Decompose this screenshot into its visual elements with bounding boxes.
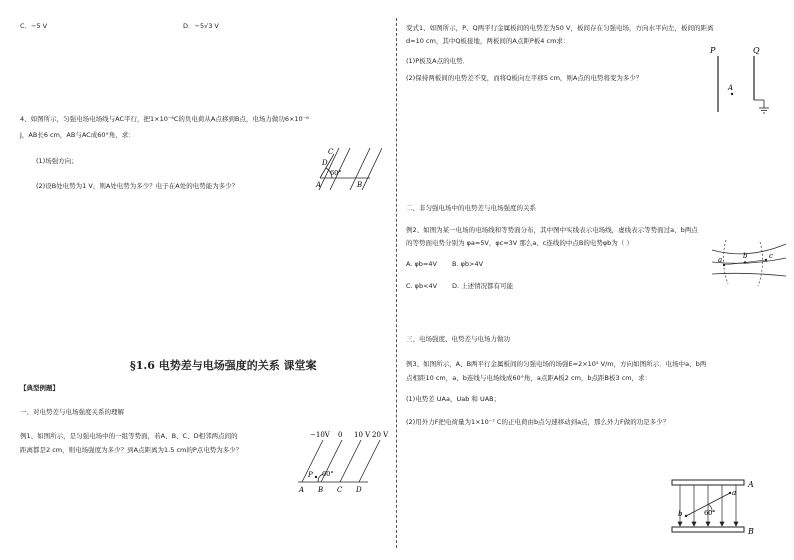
ex2-option-d: D. 上述情况都有可能: [452, 282, 514, 290]
ex3-point-a: [729, 492, 731, 494]
section3-heading: 三、电场强度、电势差与电场力做功: [406, 335, 510, 343]
ex1-label-p: P: [308, 471, 313, 479]
ex1-figure: [296, 426, 390, 496]
ex3-label-plate-b: B: [748, 527, 754, 536]
arrow-down-icon: [734, 522, 738, 526]
ex1-label-d: D: [356, 486, 362, 494]
ex1-label-a: A: [299, 486, 305, 494]
ex3-figure: [664, 476, 768, 540]
ground-icon: [754, 100, 769, 113]
q4-sub1: (1)场强方向；: [36, 157, 78, 165]
ex1-potential-label: 10 V: [354, 431, 371, 439]
ex2-figure: [708, 236, 788, 288]
ex1-angle-label: 60°: [322, 470, 334, 478]
ex2-point-a: [723, 264, 725, 266]
var1-point-a: [731, 93, 733, 95]
ex2-label-a: a: [718, 256, 723, 264]
q4-text-line2: J，AB长6 cm，AB与AC成60°角，求：: [20, 131, 135, 139]
ex2-option-b: B. φb>4V: [452, 260, 484, 268]
ex1-equipotential-line: [340, 440, 361, 482]
q4-angle-label: 60°: [330, 169, 342, 177]
ex1-equipotential-line: [359, 440, 380, 482]
column-divider: [396, 18, 397, 548]
ex3-text-line1: 例3、如图所示，A、B两平行金属板间的匀强电场的场强E=2×10⁵ V/m，方向如图所示．电场中a、b两: [406, 360, 707, 368]
ex2-option-c: C. φb<4V: [406, 282, 438, 290]
q4-label-d: D: [322, 159, 328, 167]
q4-field-line: [362, 148, 382, 190]
arrow-down-icon: [720, 522, 724, 526]
var1-label-p: P: [710, 46, 716, 55]
option-c: C．−5 V: [20, 22, 48, 30]
q4-figure: [312, 140, 382, 198]
section2-heading: 二、非匀强电场中的电势差与电场强度的关系: [406, 204, 536, 212]
ex3-plate-a: [672, 480, 744, 485]
q4-text-line1: 4、如图所示，匀强电场电场线与AC平行，把1×10⁻⁸C的负电荷从A点移到B点，电场力做功6×10⁻⁸: [20, 115, 309, 123]
q4-label-c: C: [328, 148, 334, 156]
typical-examples-heading: 【典型例题】: [20, 384, 59, 392]
ex2-point-c: [765, 259, 767, 261]
ex2-equipotential-line: [723, 240, 728, 284]
ex2-text-line2: 的等势面电势分别为 φa=5V，φc=3V 那么a、c连线的中点B的电势φb为（ ）: [406, 239, 633, 247]
ex1-label-b: B: [318, 486, 324, 494]
section1-heading: 一、对电势差与电场强度关系的理解: [20, 408, 124, 416]
ex3-point-b: [685, 515, 687, 517]
ex3-label-plate-a: A: [748, 480, 754, 489]
ex2-label-b: b: [743, 252, 748, 260]
ex3-text-line2: 点相距10 cm，a、b连线与电场线成60°角，a点距A板2 cm，b点距B板3 cm，求：: [406, 374, 652, 382]
ex2-label-c: c: [769, 252, 773, 260]
ex3-label-a: a: [732, 489, 737, 497]
ex3-angle-label: 60°: [704, 509, 716, 517]
ex3-plate-b: [672, 527, 744, 532]
ex3-sub2: (2)用外力F把电荷量为1×10⁻⁷ C的正电荷由b点匀速移动到a点，那么外力F做的功是多少？: [406, 418, 670, 426]
var1-sub1: (1)P板及A点的电势．: [406, 57, 470, 65]
var1-text-line2: d=10 cm，其中Q板接地，两板间的A点距P板4 cm求：: [406, 37, 570, 45]
ex3-label-b: b: [678, 510, 683, 518]
ex2-point-b: [744, 261, 746, 263]
arrow-down-icon: [692, 522, 696, 526]
q4-sub2: (2)设B处电势为1 V，则A处电势为多少？电子在A处的电势能为多少？: [36, 182, 239, 190]
var1-label-q: Q: [753, 46, 760, 55]
ex1-label-c: C: [337, 486, 343, 494]
var1-sub2: (2)保持两板间的电势差不变，而将Q板向左平移5 cm，则A点的电势将变为多少？: [406, 74, 643, 82]
var1-text-line1: 变式1、如图所示，P、Q两平行金属板间的电势差为50 V，板间存在匀强电场，方向水平向左，板间的距离: [406, 24, 714, 32]
ex1-potential-label: 0: [338, 431, 343, 439]
ex2-equipotential-line: [758, 242, 763, 286]
ex1-text-line1: 例1、如图所示，是匀强电场中的一组等势面，若A、B、C、D相邻两点间的: [20, 432, 238, 440]
q4-label-a: A: [316, 181, 322, 189]
ex2-option-a: A. φb=4V: [406, 260, 437, 268]
var1-figure: [706, 42, 776, 122]
ex2-field-line: [712, 258, 786, 263]
ex1-text-line2: 距离都是2 cm，则电场强度为多少？到A点距离为1.5 cm的P点电势为多少？: [20, 446, 243, 454]
ex2-text-line1: 例2、如图为某一电场的电场线和等势面分布，其中图中实线表示电场线，虚线表示等势面过a、b两点: [406, 226, 698, 234]
arrow-down-icon: [678, 522, 682, 526]
q4-label-b: B: [357, 181, 363, 189]
ex2-field-line: [712, 244, 786, 254]
option-d: D．−5√3 V: [183, 22, 219, 30]
ex1-potential-label: −10V: [310, 431, 330, 439]
ex2-field-line: [712, 273, 786, 276]
lesson-title: §1.6 电势差与电场强度的关系 课堂案: [130, 359, 317, 372]
ex1-point-p: [315, 476, 317, 478]
ex3-sub1: (1)电势差 UAa，Uab 和 UAB；: [406, 395, 501, 403]
var1-label-a: A: [728, 84, 734, 92]
arrow-down-icon: [706, 522, 710, 526]
ex1-potential-label: 20 V: [372, 431, 389, 439]
